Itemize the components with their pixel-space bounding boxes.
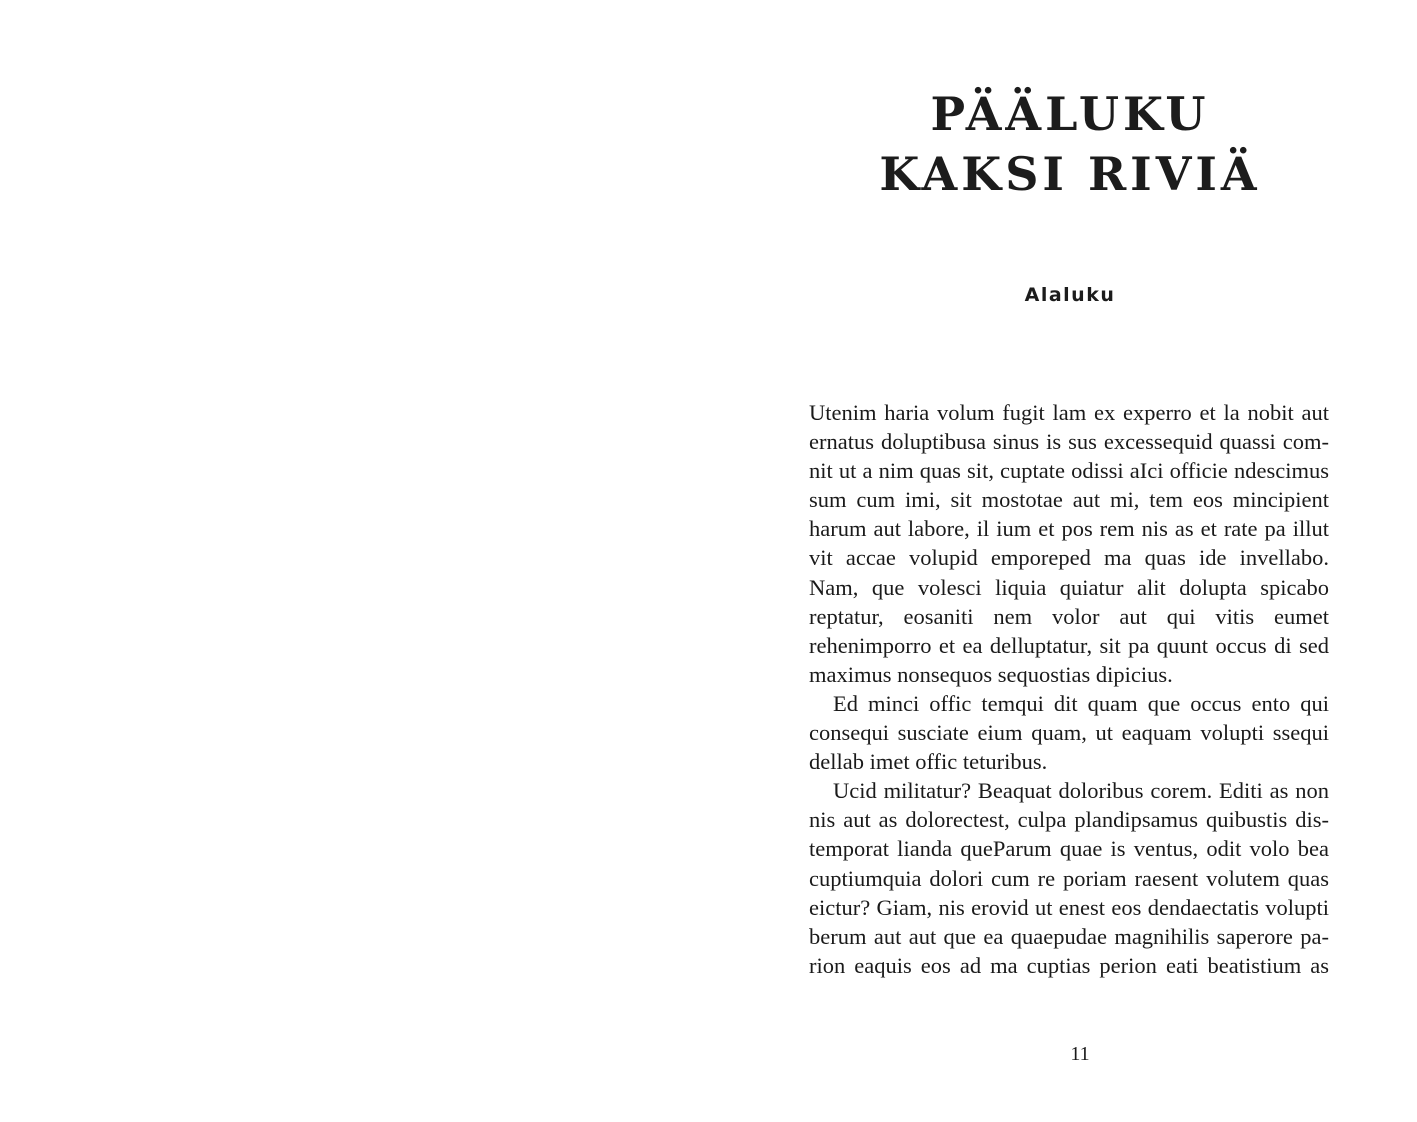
paragraph-2: Ed minci offic temqui dit quam que occus ento qui consequi susciate eium quam, ut eaquam volupti ssequi dellab imet offic teturibus. (809, 690, 1329, 775)
chapter-subtitle: Alaluku (1024, 284, 1116, 306)
chapter-title-line-2: KAKSI RIVIÄ (879, 147, 1261, 201)
body-text (809, 398, 1329, 980)
left-page-blank (0, 0, 708, 1122)
paragraph-1: Utenim haria volum fugit lam ex experro et la nobit aut ernatus doluptibusa sinus is sus excessequid quassi comnit ut a nim quas sit, cuptate odissi aIci officie ndescimus sum cum imi, sit mostotae aut mi, tem eos mincipient harum aut labore, il ium et pos rem nis as et rate pa illut vit accae volupid emporeped ma quas ide invellabo. Nam, que volesci liquia quiatur alit dolupta spicabo reptatur, eosaniti nem volor aut qui vitis eumet rehenimporro et ea delluptatur, sit pa quunt occus di sed maximus nonsequos sequostias dipicius. (809, 400, 1329, 687)
chapter-title (810, 84, 1330, 204)
chapter-title-line-1: PÄÄLUKU (930, 87, 1210, 141)
page-number: 11 (1070, 1043, 1090, 1065)
paragraph-3: Ucid militatur? Beaquat doloribus corem. Editi as non nis aut as dolorectest, culpa plandipsamus quibustis distemporat lianda queParum quae is ventus, odit volo bea cuptiumquia dolori cum re poriam raesent volutem quas eictur? Giam, nis erovid ut enest eos dendaectatis volupti berum aut aut que ea quaepudae magnihilis saperore parion eaquis eos ad ma cuptias perion eati beatistium as (809, 778, 1329, 978)
